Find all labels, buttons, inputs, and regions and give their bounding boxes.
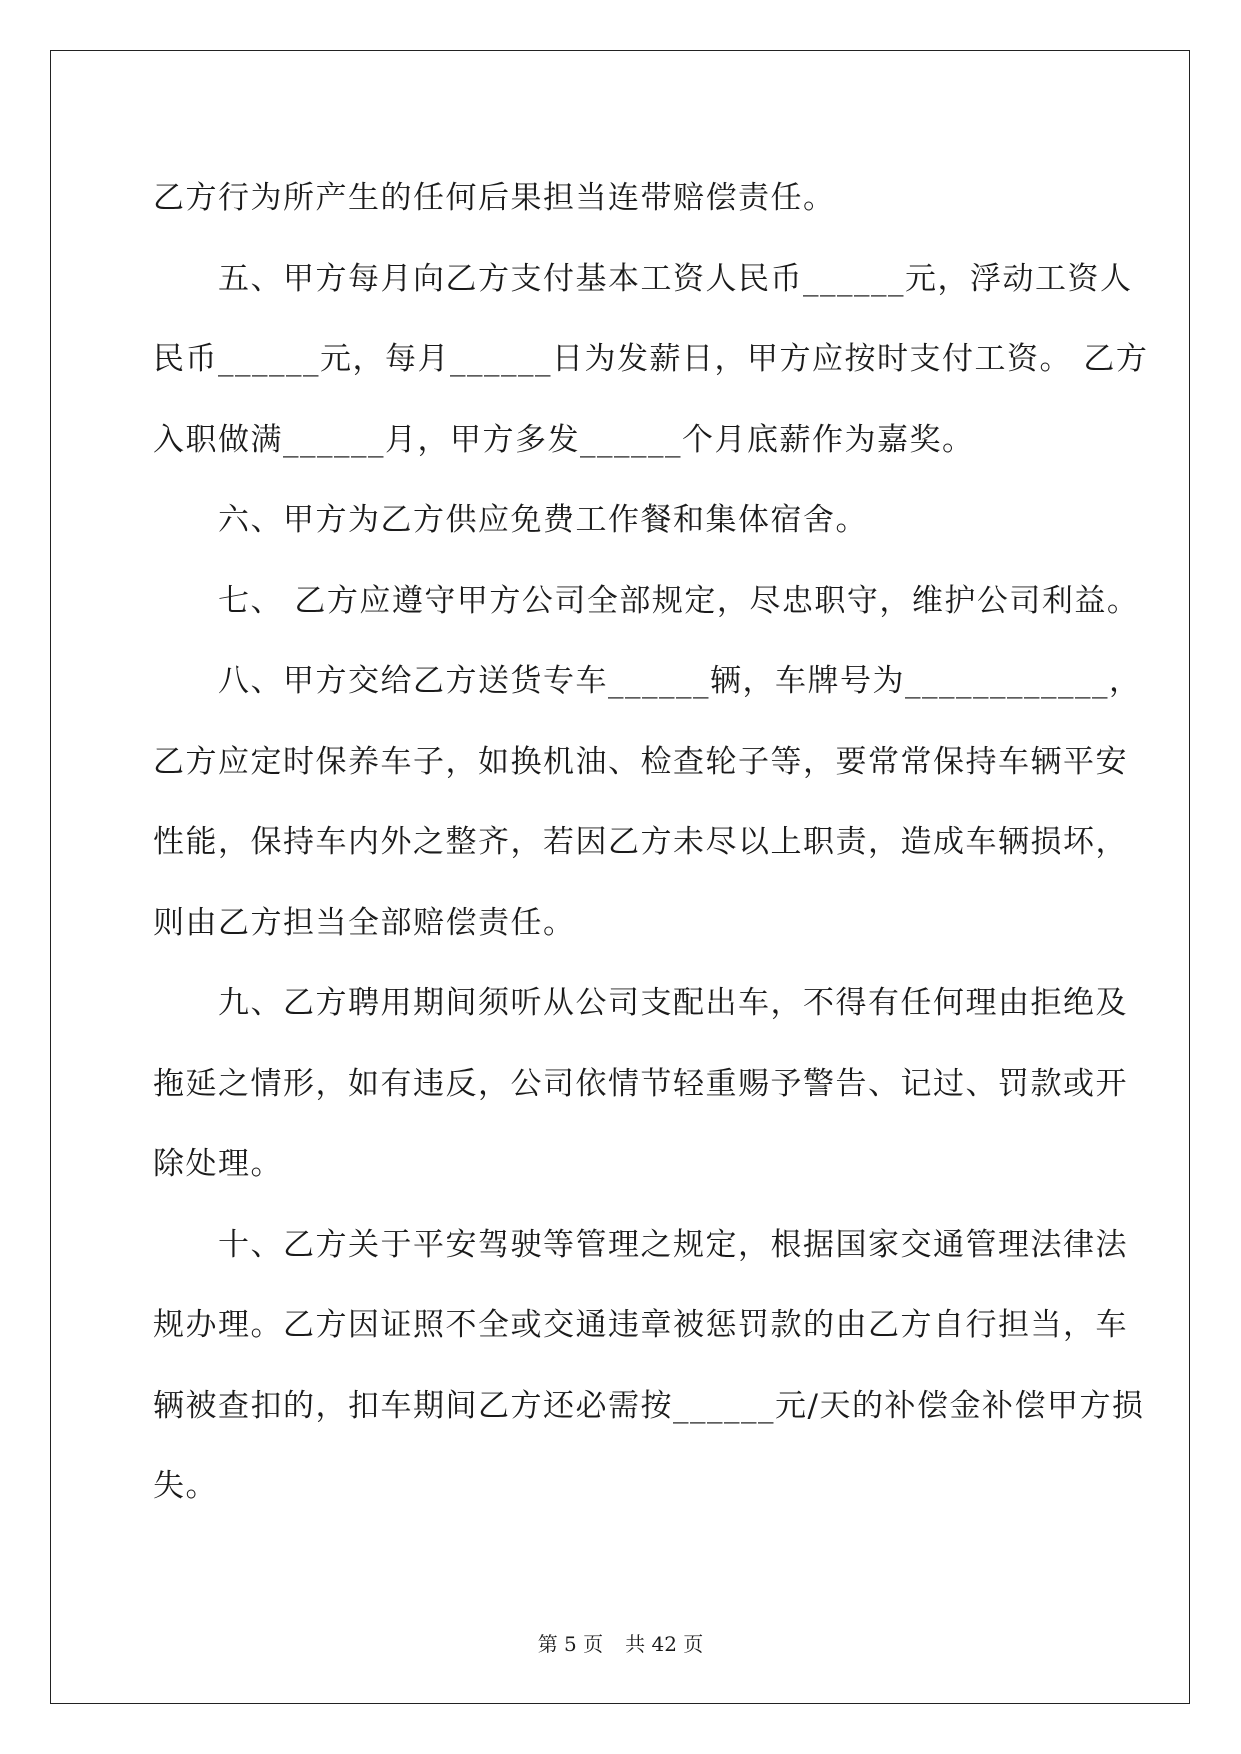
paragraph-clause-6 [153, 480, 1088, 561]
paragraph-clause-10 [153, 1205, 1145, 1527]
text-line: 则由乙方担当全部赔偿责任。 [153, 904, 576, 941]
text-line: 拖延之情形，如有违反，公司依情节轻重赐予警告、记过、罚款或开 [153, 1065, 1128, 1102]
text-line: 十、乙方关于平安驾驶等管理之规定，根据国家交通管理法律法 [153, 1226, 1128, 1263]
page-footer [0, 1628, 1241, 1657]
text-line: 除处理。 [153, 1146, 283, 1182]
text-line: 八、甲方交给乙方送货专车______辆，车牌号为____________， [153, 663, 1142, 699]
text-line: 规办理。乙方因证照不全或交通违章被惩罚款的由乙方自行担当，车 [153, 1307, 1128, 1343]
text-line: 入职做满______月，甲方多发______个月底薪作为嘉奖。 [153, 421, 975, 458]
text-line: 性能，保持车内外之整齐，若因乙方未尽以上职责，造成车辆损坏， [153, 824, 1128, 860]
document-body [153, 158, 1149, 1527]
text-line: 乙方应定时保养车子，如换机油、检查轮子等，要常常保持车辆平安 [153, 743, 1128, 780]
paragraph-clause-7 [153, 561, 1140, 642]
paragraph-clause-4-end [153, 158, 1088, 239]
text-line: 失。 [153, 1468, 218, 1504]
text-line: 五、甲方每月向乙方支付基本工资人民币______元，浮动工资人 [153, 260, 1133, 297]
paragraph-clause-5 [153, 239, 1149, 481]
text-line: 七、 乙方应遵守甲方公司全部规定，尽忠职守，维护公司利益。 [153, 582, 1140, 619]
text-line: 民币______元，每月______日为发薪日，甲方应按时支付工资。 乙方 [153, 341, 1149, 377]
paragraph-clause-9 [153, 963, 1128, 1205]
page-number: 第 5 页 [537, 1632, 604, 1656]
text-line: 乙方行为所产生的任何后果担当连带赔偿责任。 [153, 180, 836, 216]
total-pages: 共 42 页 [625, 1632, 704, 1656]
paragraph-clause-8 [153, 641, 1142, 963]
text-line: 九、乙方聘用期间须听从公司支配出车，不得有任何理由拒绝及 [153, 985, 1128, 1021]
text-line: 六、甲方为乙方供应免费工作餐和集体宿舍。 [153, 502, 868, 538]
text-line: 辆被查扣的，扣车期间乙方还必需按______元/天的补偿金补偿甲方损 [153, 1387, 1145, 1424]
